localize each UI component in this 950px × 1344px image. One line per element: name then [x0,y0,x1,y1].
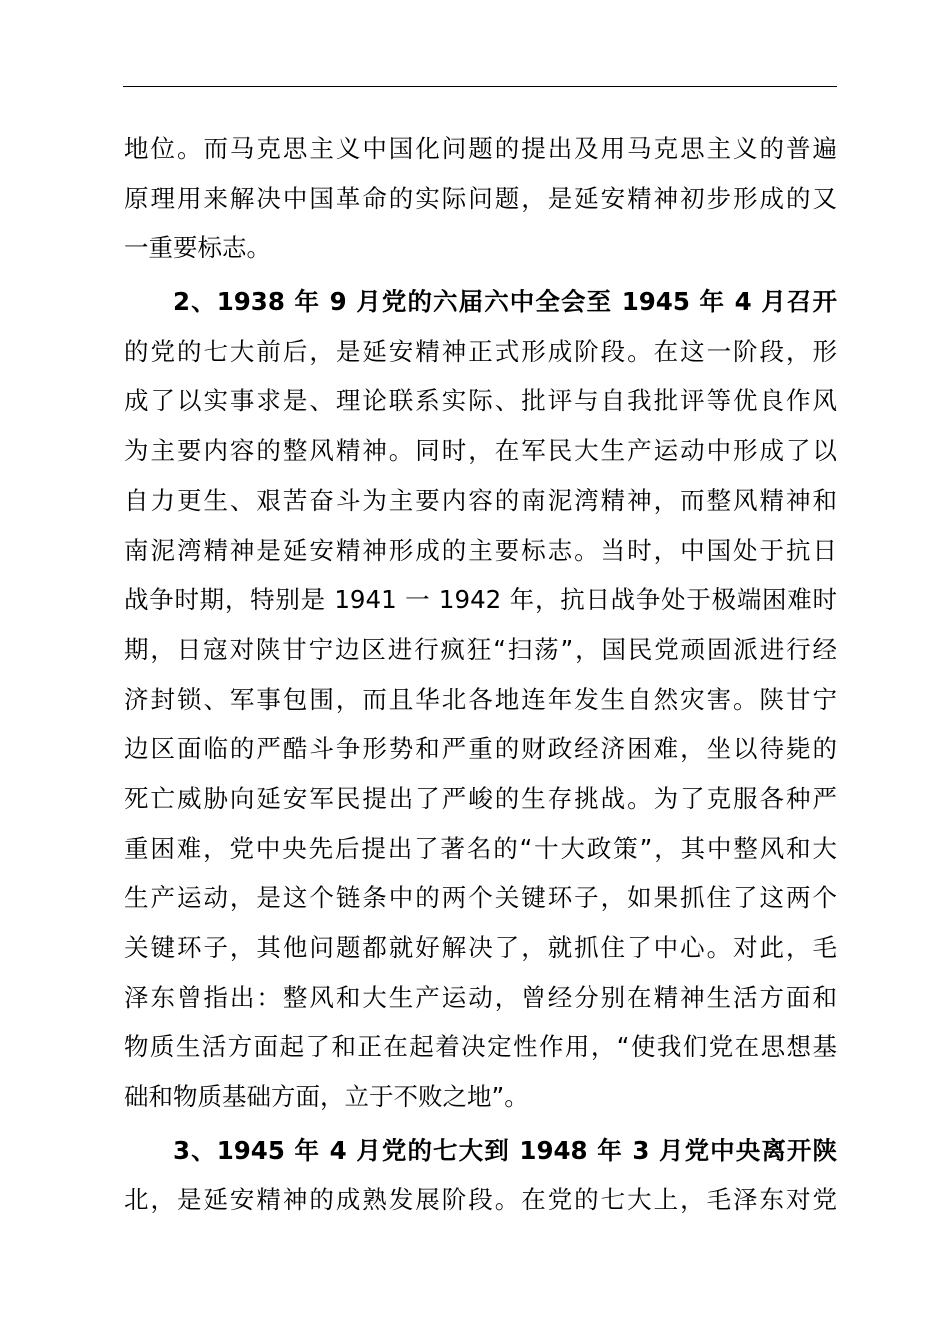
paragraph-line: 成了以实事求是、理论联系实际、批评与自我批评等优良作风 [124,386,837,416]
paragraph-line: 泽东曾指出：整风和大生产运动，曾经分别在精神生活方面和 [124,982,837,1012]
paragraph-line: 边区面临的严酷斗争形势和严重的财政经济困难，坐以待毙的 [124,734,837,764]
paragraph-line: 济封锁、军事包围，而且华北各地连年发生自然灾害。陕甘宁 [124,684,837,714]
paragraph-line: 一重要标志。 [124,233,271,263]
paragraph-3 [124,1126,837,1225]
paragraph-line: 自力更生、艰苦奋斗为主要内容的南泥湾精神，而整风精神和 [124,485,837,515]
paragraph-line: 2、1938 年 9 月党的六届六中全会至 1945 年 4 月召开 [173,287,837,317]
paragraph-line: 为主要内容的整风精神。同时，在军民大生产运动中形成了以 [124,436,837,466]
paragraph-line: 础和物质基础方面，立于不败之地”。 [124,1082,529,1112]
paragraph-line: 北，是延安精神的成熟发展阶段。在党的七大上，毛泽东对党 [124,1185,837,1215]
paragraph-1 [124,124,837,273]
paragraph-line: 的党的七大前后，是延安精神正式形成阶段。在这一阶段，形 [124,336,837,366]
paragraph-line: 期，日寇对陕甘宁边区进行疯狂“扫荡”，国民党顽固派进行经 [124,634,837,664]
paragraph-line: 生产运动，是这个链条中的两个关键环子，如果抓住了这两个 [124,883,837,913]
paragraph-line: 死亡威胁向延安军民提出了严峻的生存挑战。为了克服各种严 [124,783,837,813]
paragraph-line: 重困难，党中央先后提出了著名的“十大政策”，其中整风和大 [124,833,837,863]
paragraph-line: 地位。而马克思主义中国化问题的提出及用马克思主义的普遍 [124,134,837,163]
paragraph-line: 3、1945 年 4 月党的七大到 1948 年 3 月党中央离开陕 [173,1135,837,1165]
paragraph-line: 关键环子，其他问题都就好解决了，就抓住了中心。对此，毛 [124,933,837,962]
paragraph-2 [124,277,837,1122]
document-body [124,124,837,1229]
paragraph-line: 原理用来解决中国革命的实际问题，是延安精神初步形成的又 [124,183,837,213]
paragraph-line: 战争时期，特别是 1941 一 1942 年，抗日战争处于极端困难时 [124,585,837,615]
paragraph-line: 物质生活方面起了和正在起着决定性作用，“使我们党在思想基 [124,1032,837,1062]
paragraph-line: 南泥湾精神是延安精神形成的主要标志。当时，中国处于抗日 [124,535,837,565]
header-rule [123,86,837,87]
